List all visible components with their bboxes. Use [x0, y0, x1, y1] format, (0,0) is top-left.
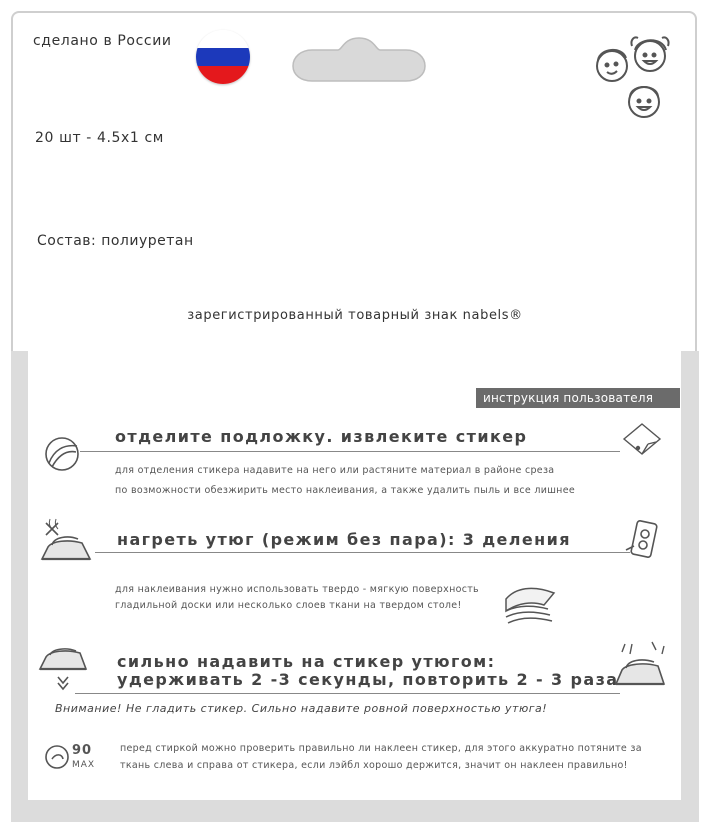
kids-faces-logo-icon: [588, 28, 688, 124]
trademark-text: зарегистрированный товарный знак nabels®: [187, 308, 523, 323]
step2-text-line1: для наклеивания нужно использовать твердо - мягкую поверхность: [115, 584, 479, 595]
step2-text-line2: гладильной доски или несколько слоев ткани на твердом столе!: [115, 600, 462, 611]
step2-divider: [95, 552, 630, 553]
hot-iron-icon: [612, 640, 668, 692]
step2-title: нагреть утюг (режим без пара): 3 деления: [117, 530, 571, 549]
iron-dial-icon: [624, 520, 664, 558]
user-instruction-badge: инструкция пользователя: [476, 388, 680, 408]
russia-flag-icon: [196, 30, 250, 84]
quantity-size-text: 20 шт - 4.5х1 см: [35, 130, 164, 146]
wash-max-label: MAX: [72, 760, 96, 770]
wash-text-line2: ткань слева и справа от стикера, если лэйбл хорошо держится, значит он наклеен правильно!: [120, 760, 628, 771]
composition-text: Состав: полиуретан: [37, 233, 194, 249]
step1-divider: [80, 451, 620, 452]
wash-text-line1: перед стиркой можно проверить правильно ли наклеен стикер, для этого аккуратно потяните за: [120, 743, 642, 754]
step3-divider: [75, 693, 620, 694]
wash-temperature-icon: [44, 744, 70, 770]
step3-title-line1: сильно надавить на стикер утюгом:: [117, 652, 496, 671]
wash-degrees: 90: [72, 743, 93, 758]
step3-title-line2: удерживать 2 -3 секунды, повторить 2 - 3 раза: [117, 670, 619, 689]
step1-text-line2: по возможности обезжирить место наклеивания, а также удалить пыль и все лишнее: [115, 485, 575, 496]
step1-text-line1: для отделения стикера надавите на него или растяните материал в районе среза: [115, 465, 555, 476]
warning-text: Внимание! Не гладить стикер. Сильно надавите ровной поверхностью утюга!: [55, 702, 548, 715]
iron-press-icon: [36, 645, 90, 693]
peel-circle-icon: [44, 436, 80, 472]
fabric-layers-icon: [504, 583, 556, 625]
sticker-diamond-icon: [622, 422, 662, 456]
instructions-panel: [28, 351, 681, 800]
no-steam-iron-icon: [38, 515, 94, 567]
made-in-text: сделано в России: [33, 33, 172, 49]
step1-title: отделите подложку. извлеките стикер: [115, 427, 528, 446]
hang-hole-icon: [292, 36, 426, 82]
